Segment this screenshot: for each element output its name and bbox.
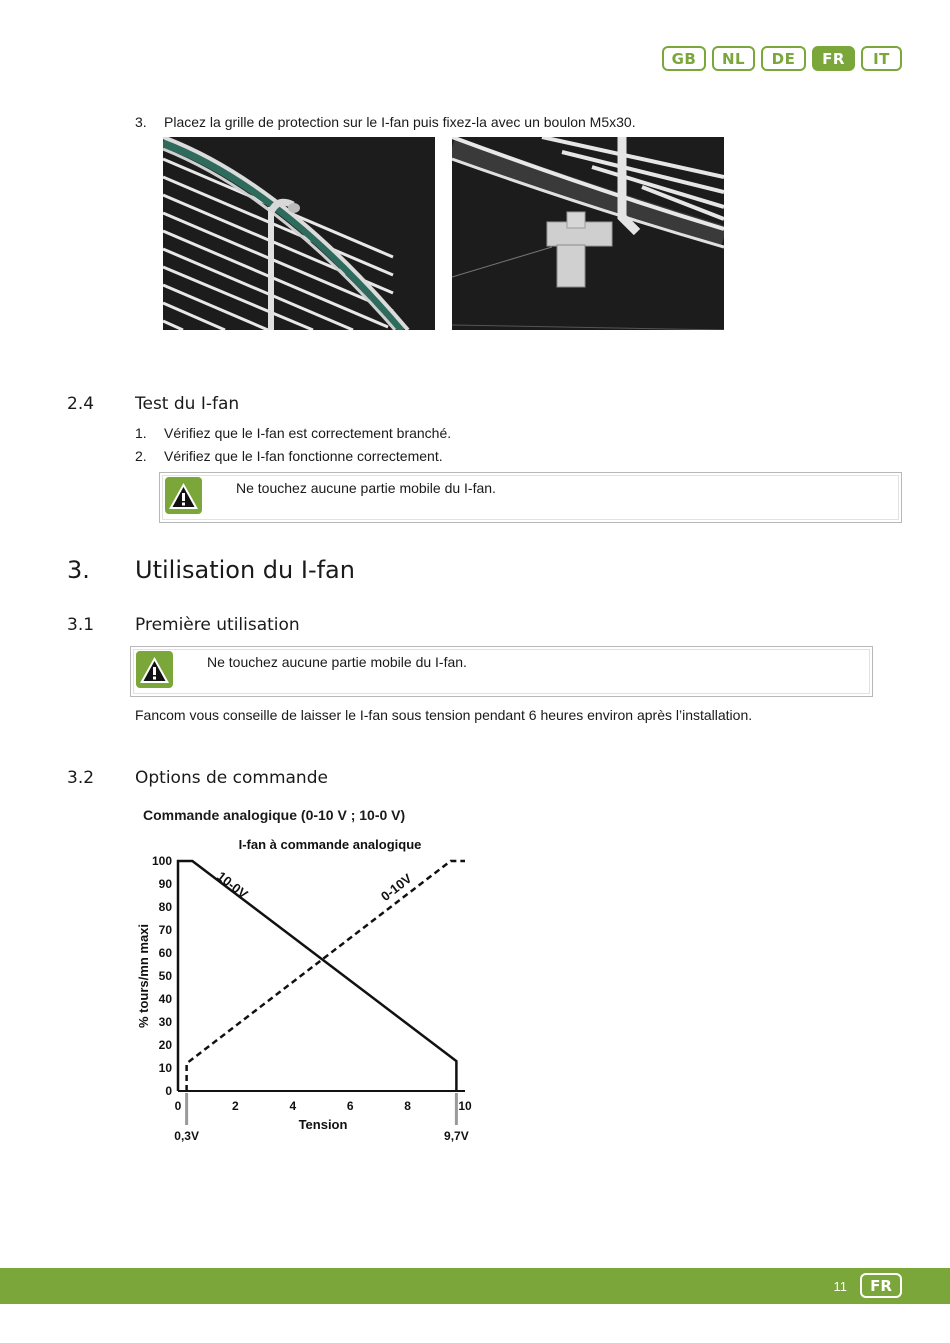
y-tick-label: 90: [158, 877, 172, 891]
lang-tab-fr[interactable]: FR: [812, 46, 855, 71]
section-3-2-title: Options de commande: [135, 768, 328, 788]
y-tick-label: 70: [158, 923, 172, 937]
warning-icon: [165, 477, 202, 514]
chapter-number: 3.: [67, 556, 90, 584]
voltage-marker-label: 0,3V: [174, 1129, 199, 1143]
section-3-1-number: 3.1: [67, 615, 95, 635]
y-tick-label: 10: [158, 1061, 172, 1075]
series-label: 0-10V: [377, 870, 415, 904]
chapter-title: Utilisation du I-fan: [135, 556, 355, 584]
list-item-text: Vérifiez que le I-fan est correctement branché.: [164, 425, 452, 441]
chart-xlabel: Tension: [298, 1117, 348, 1132]
footer-bar: [0, 1268, 950, 1304]
lang-tab-gb[interactable]: GB: [662, 46, 706, 71]
section-3-2-number: 3.2: [67, 768, 95, 788]
lang-tab-de[interactable]: DE: [761, 46, 806, 71]
y-tick-label: 0: [165, 1084, 172, 1098]
chart-ylabel: % tours/mn maxi: [136, 923, 151, 1029]
voltage-marker-label: 9,7V: [444, 1129, 469, 1143]
paragraph: Fancom vous conseille de laisser le I-fan sous tension pendant 6 heures environ après l’installation.: [135, 707, 753, 723]
chart-title: I-fan à commande analogique: [238, 837, 422, 852]
y-tick-label: 60: [158, 946, 172, 960]
y-tick-label: 100: [151, 854, 172, 868]
y-tick-label: 20: [158, 1038, 172, 1052]
language-tabs: [662, 46, 902, 71]
y-tick-label: 30: [158, 1015, 172, 1029]
footer-lang-badge: FR: [860, 1273, 902, 1298]
x-tick-label: 2: [232, 1099, 239, 1113]
step-text: Placez la grille de protection sur le I-fan puis fixez-la avec un boulon M5x30.: [164, 114, 636, 130]
list-item-text: Vérifiez que le I-fan fonctionne correctement.: [164, 448, 443, 464]
series-line-1: [178, 861, 456, 1091]
y-tick-label: 50: [158, 969, 172, 983]
lang-tab-it[interactable]: IT: [861, 46, 902, 71]
series-label: 10-0V: [214, 868, 251, 902]
warning-text: Ne touchez aucune partie mobile du I-fan.: [207, 654, 467, 670]
section-2-4-title: Test du I-fan: [135, 394, 240, 414]
list-item-number: 1.: [135, 425, 147, 441]
lang-tab-nl[interactable]: NL: [712, 46, 755, 71]
x-tick-label: 0: [174, 1099, 182, 1113]
warning-icon: [136, 651, 173, 688]
grille-photo-left: [163, 137, 435, 330]
step-number: 3.: [135, 114, 147, 130]
warning-text: Ne touchez aucune partie mobile du I-fan.: [236, 480, 496, 496]
x-tick-label: 10: [458, 1099, 472, 1113]
x-tick-label: 6: [346, 1099, 354, 1113]
y-tick-label: 40: [158, 992, 172, 1006]
chart-subtitle: Commande analogique (0-10 V ; 10-0 V): [143, 807, 406, 823]
x-tick-label: 4: [289, 1099, 297, 1113]
grille-photo-right: [452, 137, 724, 330]
warning-box: [130, 646, 873, 697]
section-2-4-number: 2.4: [67, 394, 95, 414]
section-3-1-title: Première utilisation: [135, 615, 300, 635]
x-tick-label: 8: [404, 1099, 411, 1113]
speed-chart: [130, 830, 490, 1150]
y-tick-label: 80: [158, 900, 172, 914]
warning-box: [159, 472, 902, 523]
list-item-number: 2.: [135, 448, 147, 464]
series-line-2: [187, 861, 465, 1091]
page-number: 11: [833, 1279, 847, 1294]
